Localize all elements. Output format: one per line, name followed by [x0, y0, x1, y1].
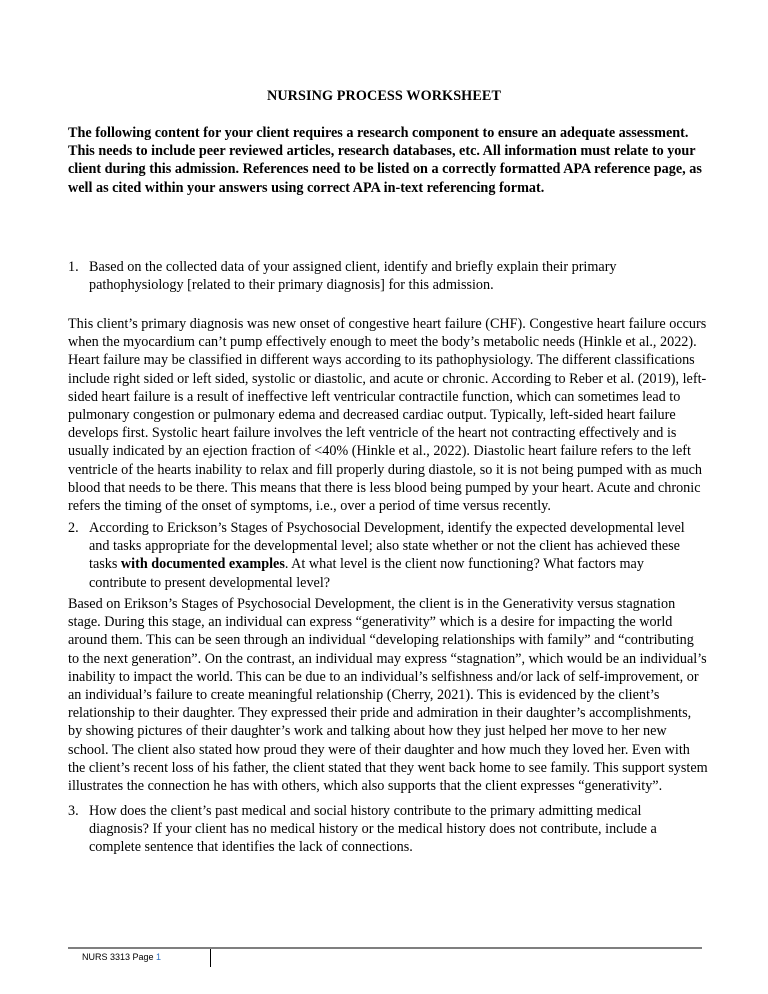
question-number: 3. [68, 803, 79, 819]
answer-2: Based on Erikson’s Stages of Psychosocial Development, the client is in the Generativity versus stagnation stage. During this stage, an individual can express “generativity” which is a desire for impacting the world around them. This can be seen through an individual “developing relationships with family” and “contributing to the next generation”. On the contrast, an individual may express “stagnation”, which would be an individual’s inability to impact the world. This can be due to an individual’s selfishness and/or lack of self-improvement, or an individual’s failure to create meaningful relationship (Cherry, 2021). This is evidenced by the client’s relationship to their daughter. They expressed their pride and admiration in their daughter’s accomplishments, by showing pictures of their daughter’s work and talking about how they just helped her move to her new school. The client also stated how proud they were of their daughter and how much they loved her. Even with the client’s recent loss of his father, the client stated that they went back home to see family. This support system illustrates the connection he has with others, which also supports that the client expresses “generativity”. [68, 596, 708, 795]
question-number: 2. [68, 520, 79, 536]
page-footer [82, 952, 161, 962]
question-2 [68, 519, 702, 592]
footer-page-number: 1 [156, 952, 162, 962]
answer-1: This client’s primary diagnosis was new onset of congestive heart failure (CHF). Congestive heart failure occurs when the myocardium can’t pump effectively enough to meet the body’s metabolic needs (Hinkle et al., 2022). Heart failure may be classified in different ways according to its pathophysiology. The different classifications include right sided or left sided, systolic or diastolic, and acute or chronic. According to Reber et al. (2019), left-sided heart failure is a result of ineffective left ventricular contractile function, which can sometimes lead to pulmonary congestion or pulmonary edema and decreased cardiac output. Typically, left-sided heart failure develops first. Systolic heart failure involves the left ventricle of the heart not contracting effectively and is usually indicated by an ejection fraction of <40% (Hinkle et al., 2022). Diastolic heart failure refers to the left ventricle of the hearts inability to relax and fill properly during diastole, so it is not being pumped with as much blood that needs to be there. This means that there is less blood being pumped by your heart. Acute and chronic refers the timing of the onset of symptoms, i.e., over a period of time versus recently. [68, 316, 707, 515]
instructions-paragraph: The following content for your client requires a research component to ensure an adequate assessment. This needs to include peer reviewed articles, research databases, etc. All information must relate to your client during this admission. References need to be listed on a correctly formatted APA reference page, as well as cited within your answers using correct APA in-text referencing format. [68, 125, 702, 196]
question-1 [68, 258, 702, 294]
footer-divider [210, 949, 211, 967]
question-text-end: . At what level is the client now functioning? What factors may contribute to present developmental level? [89, 556, 644, 591]
footer-rule [68, 947, 702, 949]
page-title: NURSING PROCESS WORKSHEET [266, 88, 502, 104]
question-emphasis: with documented examples [120, 556, 285, 573]
question-text [89, 519, 702, 592]
question-text: Based on the collected data of your assigned client, identify and briefly explain their primary pathophysiology [related to their primary diagnosis] for this admission. [89, 259, 617, 294]
question-text-start: According to Erickson’s Stages of Psychosocial Development, identify the expected developmental level and tasks appropriate for the developmental level; also state whether or not the client has achieved these tasks [89, 520, 685, 573]
footer-course-label: NURS 3313 Page [82, 952, 157, 962]
question-text: How does the client’s past medical and social history contribute to the primary admitting medical diagnosis? If your client has no medical history or the medical history does not contribute, include a complete sentence that identifies the lack of connections. [89, 803, 657, 856]
question-3 [68, 802, 702, 857]
question-number: 1. [68, 259, 79, 275]
